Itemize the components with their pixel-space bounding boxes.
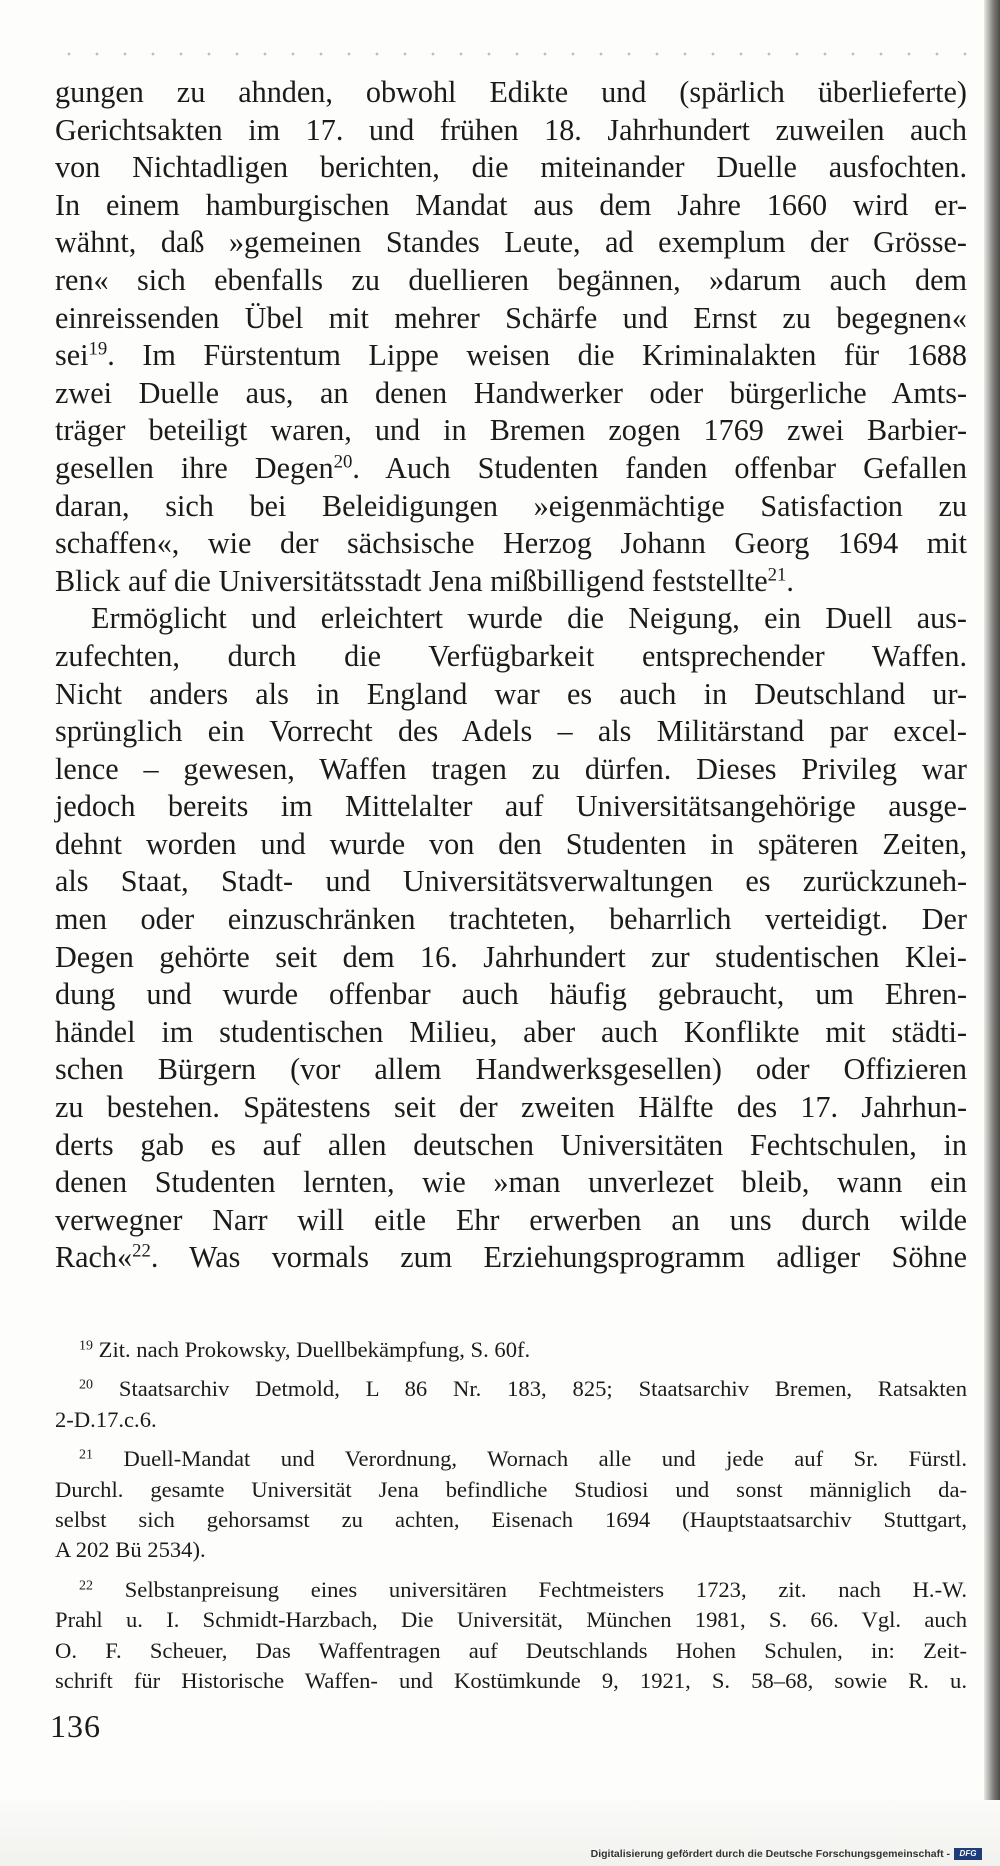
footnotes: [55, 1335, 967, 1705]
footnote-number: 21: [79, 1447, 93, 1463]
footnote-ref-22[interactable]: 22: [132, 1241, 151, 1263]
text-line: Degen gehörte seit dem 16. Jahrhundert zur studentischen Klei-: [55, 939, 967, 974]
text-fragment: sei: [55, 338, 89, 373]
text-line: ren« sich ebenfalls zu duellieren begännen, »darum auch dem: [55, 262, 967, 297]
text-line: zufechten, durch die Verfügbarkeit entsprechender Waffen.: [55, 638, 967, 673]
text-fragment: . Im Fürstentum Lippe weisen die Kriminalakten für 1688: [107, 338, 967, 373]
text-line: In einem hamburgischen Mandat aus dem Jahre 1660 wird er-: [55, 187, 967, 222]
text-line: [55, 450, 967, 488]
footnote-text: Selbstanpreisung eines universitären Fechtmeisters 1723, zit. nach H.-W.: [124, 1576, 968, 1602]
text-line: men oder einzuschränken trachteten, beharrlich verteidigt. Der: [55, 902, 967, 937]
footnote-line: [55, 1335, 967, 1365]
footnote-number: 22: [79, 1578, 93, 1594]
text-line: denen Studenten lernten, wie »man unverlezet bleib, wann ein: [55, 1165, 967, 1200]
footnote-line: Durchl. gesamte Universität Jena befindliche Studiosi und sonst männiglich da-: [55, 1476, 967, 1502]
dotted-header-rule: [55, 52, 975, 56]
footnote-line: 2-D.17.c.6.: [55, 1406, 157, 1432]
footnote-19: [55, 1335, 967, 1365]
text-line: träger beteiligt waren, und in Bremen zogen 1769 zwei Barbier-: [55, 413, 967, 448]
text-fragment: . Auch Studenten fanden offenbar Gefallen: [352, 450, 968, 485]
text-line: verwegner Narr will eitle Ehr erwerben an uns durch wilde: [55, 1202, 967, 1237]
footnote-line: A 202 Bü 2534).: [55, 1537, 206, 1563]
text-line: derts gab es auf allen deutschen Universitäten Fechtschulen, in: [55, 1127, 967, 1162]
credit-text: Digitalisierung gefördert durch die Deutsche Forschungsgemeinschaft -: [590, 1848, 950, 1860]
text-line: [55, 563, 967, 601]
text-line: zwei Duelle aus, an denen Handwerker oder bürgerliche Amts-: [55, 375, 967, 410]
footnote-22: [55, 1575, 967, 1697]
text-line: dehnt worden und wurde von den Studenten in späteren Zeiten,: [55, 826, 967, 861]
page-number: 136: [50, 1708, 101, 1744]
text-line: einreissenden Übel mit mehrer Schärfe und Ernst zu begegnen«: [55, 300, 967, 335]
text-line: daran, sich bei Beleidigungen »eigenmächtige Satisfaction zu: [55, 488, 967, 523]
footnote-text: Zit. nach Prokowsky, Duellbekämpfung, S. 60f.: [98, 1337, 531, 1362]
footnote-text: Duell-Mandat und Verordnung, Wornach alle und jede auf Sr. Fürstl.: [123, 1446, 967, 1472]
footnote-number: 19: [79, 1338, 93, 1354]
text-line: händel im studentischen Milieu, aber auch Konflikte mit städti-: [55, 1014, 967, 1049]
footnote-text: Staatsarchiv Detmold, L 86 Nr. 183, 825; Staatsarchiv Bremen, Ratsakten: [118, 1376, 967, 1402]
dfg-logo-icon: DFG: [954, 1848, 982, 1860]
footnote-line: schrift für Historische Waffen- und Kostümkunde 9, 1921, S. 58–68, sowie R. u.: [55, 1667, 967, 1693]
text-line: [55, 337, 967, 375]
text-fragment: . Was vormals zum Erziehungsprogramm adliger Söhne: [150, 1240, 967, 1275]
text-line: lence – gewesen, Waffen tragen zu dürfen. Dieses Privileg war: [55, 751, 967, 786]
page-edge-shadow: [984, 0, 1000, 1866]
text-line: zu bestehen. Spätestens seit der zweiten Hälfte des 17. Jahrhun-: [55, 1090, 967, 1125]
text-fragment: gesellen ihre Degen: [55, 450, 334, 485]
text-line: sprünglich ein Vorrecht des Adels – als Militärstand par excel-: [55, 714, 967, 749]
text-line: von Nichtadligen berichten, die miteinander Duelle ausfochten.: [55, 150, 967, 185]
text-line: als Staat, Stadt- und Universitätsverwaltungen es zurückzuneh-: [55, 864, 967, 899]
text-line: [55, 1239, 967, 1277]
footnote-number: 20: [79, 1377, 93, 1393]
footnote-ref-19[interactable]: 19: [88, 338, 108, 360]
footnote-21: [55, 1444, 967, 1566]
text-line: wähnt, daß »gemeinen Standes Leute, ad exemplum der Grösse-: [55, 225, 967, 260]
footnote-20: [55, 1374, 967, 1435]
text-line: Gerichtsakten im 17. und frühen 18. Jahrhundert zuweilen auch: [55, 112, 967, 147]
footnote-line: Prahl u. I. Schmidt-Harzbach, Die Universität, München 1981, S. 66. Vgl. auch: [55, 1607, 967, 1633]
text-line: schen Bürgern (vor allem Handwerksgesellen) oder Offizieren: [55, 1052, 967, 1087]
text-line: Nicht anders als in England war es auch in Deutschland ur-: [55, 676, 967, 711]
text-fragment: .: [786, 563, 794, 598]
footnote-line: O. F. Scheuer, Das Waffentragen auf Deutschlands Hohen Schulen, in: Zeit-: [55, 1637, 967, 1663]
footnote-line: selbst sich gehorsamst zu achten, Eisenach 1694 (Hauptstaatsarchiv Stuttgart,: [55, 1506, 967, 1532]
text-fragment: Rach«: [55, 1240, 133, 1275]
footnote-ref-20[interactable]: 20: [333, 451, 353, 473]
text-line: dung und wurde offenbar auch häufig gebraucht, um Ehren-: [55, 977, 967, 1012]
body-text: [55, 74, 967, 1277]
text-line: schaffen«, wie der sächsische Herzog Johann Georg 1694 mit: [55, 526, 967, 561]
text-line: gungen zu ahnden, obwohl Edikte und (spärlich überlieferte): [55, 75, 967, 109]
footnote-line: [55, 1444, 967, 1474]
text-fragment: Blick auf die Universitätsstadt Jena mißbilligend feststellte: [55, 563, 768, 598]
text-line: Ermöglicht und erleichtert wurde die Neigung, ein Duell aus-: [91, 601, 967, 636]
footnote-line: [55, 1374, 967, 1404]
digitization-credit: [591, 1848, 982, 1860]
footnote-line: [55, 1575, 967, 1605]
footnote-ref-21[interactable]: 21: [767, 564, 787, 586]
text-line: jedoch bereits im Mittelalter auf Universitätsangehörige ausge-: [55, 789, 967, 824]
